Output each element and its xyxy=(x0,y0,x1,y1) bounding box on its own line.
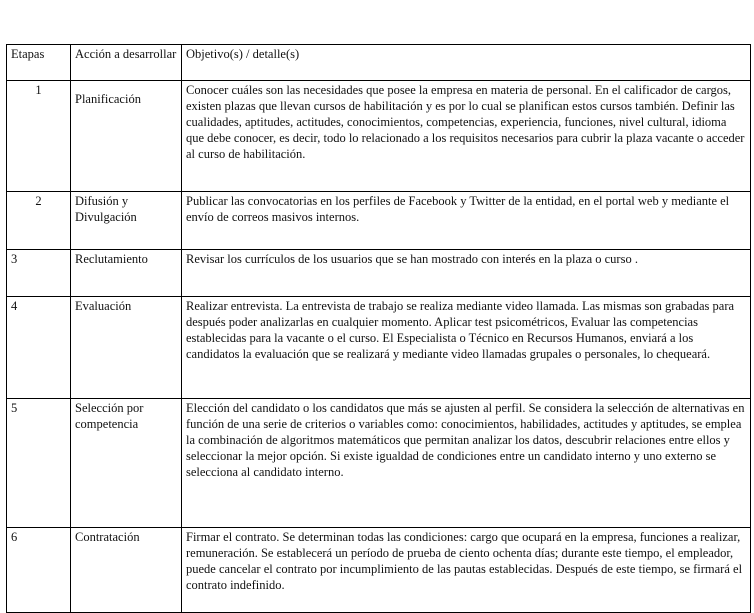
table-header-row xyxy=(7,45,751,81)
stage-number: 6 xyxy=(7,528,71,613)
table-row xyxy=(7,297,751,399)
stage-action: Reclutamiento xyxy=(71,250,182,297)
table-row xyxy=(7,528,751,613)
stage-number: 2 xyxy=(7,192,71,250)
stage-detail: Revisar los currículos de los usuarios que se han mostrado con interés en la plaza o curso . xyxy=(182,250,751,297)
stage-number: 1 xyxy=(7,81,71,192)
stage-detail: Conocer cuáles son las necesidades que posee la empresa en materia de personal. En el calificador de cargos, existen plazas que llevan cursos de habilitación y es por lo cual se planifican estos cursos también. Definir las cualidades, aptitudes, actitudes, conocimientos, competencias, experiencia, funciones, nivel cultural, idioma que debe conocer, es decir, todo lo relacionado a los requisitos necesarios para cubrir la plaza vacante o acceder al curso de habilitación. xyxy=(182,81,751,192)
stage-detail: Realizar entrevista. La entrevista de trabajo se realiza mediante video llamada. Las mismas son grabadas para después poder analizarlas en cualquier momento. Aplicar test psicométricos, Evaluar las competencias establecidas para la vacante o el curso. El Especialista o Técnico en Recursos Humanos, enviará a los candidatos la evaluación que se realizará y mediante video llamadas grupales o personales, lo chequeará. xyxy=(182,297,751,399)
table-row xyxy=(7,81,751,192)
stage-number: 5 xyxy=(7,399,71,528)
stage-action: Difusión y Divulgación xyxy=(71,192,182,250)
stage-number: 4 xyxy=(7,297,71,399)
stage-detail: Elección del candidato o los candidatos que más se ajusten al perfil. Se considera la selección de alternativas en función de una serie de criterios o variables como: conocimientos, habilidades, actitudes y aptitudes, se emplea la combinación de algoritmos matemáticos que permitan analizar los datos, descubrir relaciones entre ellos y seleccionar la mejor opción. Si existe igualdad de condiciones entre un candidato interno y uno externo se selecciona al candidato interno. xyxy=(182,399,751,528)
header-etapas: Etapas xyxy=(7,45,71,81)
stage-action: Contratación xyxy=(71,528,182,613)
process-table xyxy=(6,44,751,613)
stage-number: 3 xyxy=(7,250,71,297)
stage-detail: Publicar las convocatorias en los perfiles de Facebook y Twitter de la entidad, en el portal web y mediante el envío de correos masivos internos. xyxy=(182,192,751,250)
table-row xyxy=(7,192,751,250)
stage-detail: Firmar el contrato. Se determinan todas las condiciones: cargo que ocupará en la empresa, funciones a realizar, remuneración. Se establecerá un período de prueba de ciento ochenta días; durante este tiempo, el empleador, puede cancelar el contrato por incumplimiento de las pautas establecidas. Después de este tiempo, se firmará el contrato indefinido. xyxy=(182,528,751,613)
header-accion: Acción a desarrollar xyxy=(71,45,182,81)
stage-action: Selección por competencia xyxy=(71,399,182,528)
stage-action: Evaluación xyxy=(71,297,182,399)
table-row xyxy=(7,399,751,528)
header-objetivo: Objetivo(s) / detalle(s) xyxy=(182,45,751,81)
stage-action: Planificación xyxy=(71,81,182,192)
table-row xyxy=(7,250,751,297)
